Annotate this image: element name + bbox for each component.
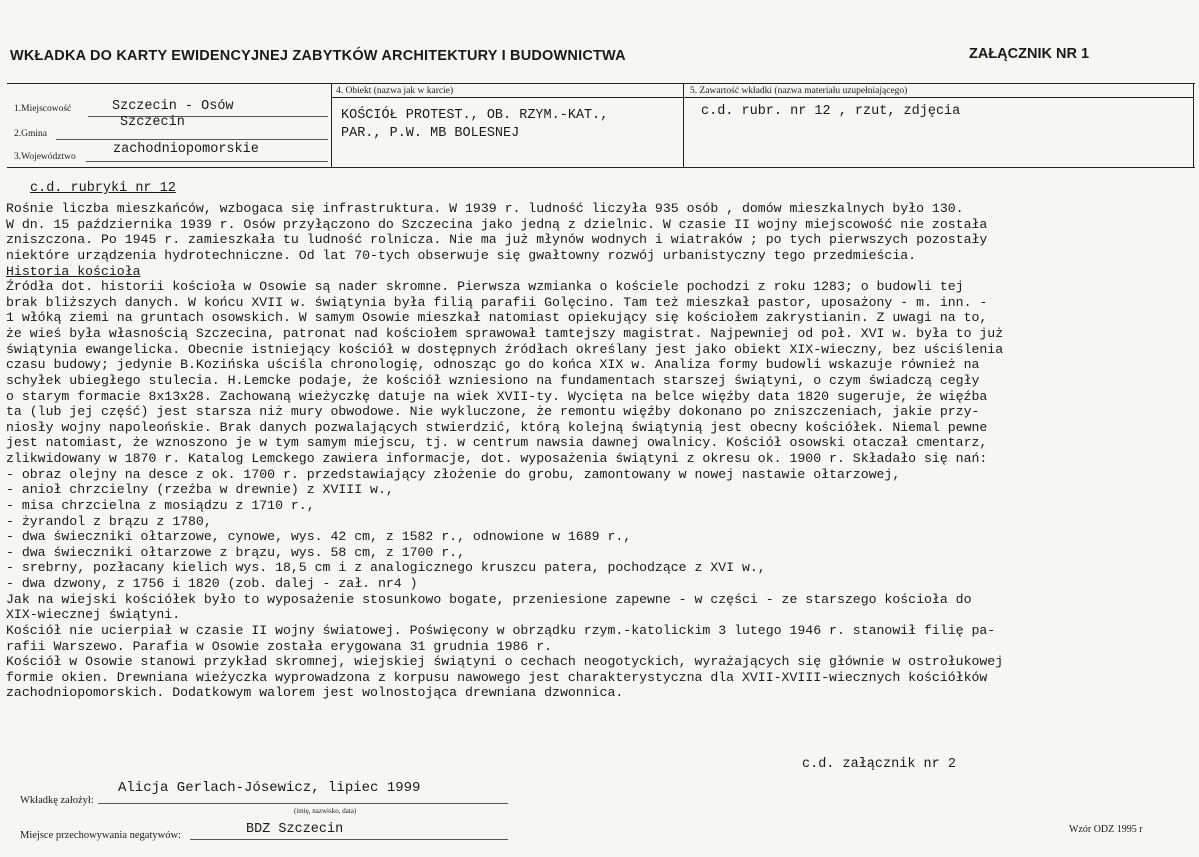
text-line: formie okien. Drewniana wieżyczka wyprowadzona z korpusu nawowego jest charakterystyczna dla XVII-XVIII-wiecznych kościółków bbox=[6, 669, 988, 685]
text-line: zachodniopomorskich. Dodatkowym walorem jest wolnostojąca drewniana dzwonnica. bbox=[6, 685, 624, 701]
annex-number: ZAŁĄCZNIK NR 1 bbox=[969, 46, 1090, 62]
zawartosc-label-rule bbox=[683, 97, 1194, 98]
zawartosc-value: c.d. rubr. nr 12 , rzut, zdjęcia bbox=[701, 104, 961, 119]
text-line: brak bliższych danych. W końcu XVII w. świątynia była filią parafii Golęcino. Tam też mieszkał pastor, uposażony - m. inn. - bbox=[6, 294, 988, 310]
author-hint: (imię, nazwisko, data) bbox=[294, 807, 357, 815]
text-line: Kościół nie ucierpiał w czasie II wojny światowej. Poświęcony w obrządku rzym.-katolickim 3 lutego 1946 r. stanowił filię pa- bbox=[6, 622, 996, 638]
obiekt-value-line2: PAR., P.W. MB BOLESNEJ bbox=[341, 126, 520, 141]
list-item: - dwa dzwony, z 1756 i 1820 (zob. dalej - zał. nr4 ) bbox=[6, 576, 418, 591]
history-heading-text: Historia kościoła bbox=[6, 263, 141, 279]
text-line: Kościół w Osowie stanowi przykład skromnej, wiejskiej świątyni o cechach neogotyckich, wyrażających się głównie w ostrołukowej bbox=[6, 654, 1004, 670]
text-line: niektóre urządzenia hydrotechniczne. Od lat 70-tych obserwuje się gwałtowny rozwój urbanistyczny tego przedmieścia. bbox=[6, 247, 917, 263]
storage-rule bbox=[190, 839, 508, 840]
table-top-border bbox=[7, 83, 1195, 84]
form-code: Wzór ODZ 1995 r bbox=[1069, 824, 1143, 835]
text-line: Źródła dot. historii kościoła w Osowie są nader skromne. Pierwsza wzmianka o kościele pochodzi z roku 1283; o budowli tej bbox=[6, 279, 964, 295]
list-item: - anioł chrzcielny (rzeźba w drewnie) z XVIII w., bbox=[6, 482, 394, 498]
gmina-rule bbox=[56, 139, 328, 140]
text-line: XIX-wiecznej świątyni. bbox=[6, 607, 181, 623]
text-line: W dn. 15 października 1939 r. Osów przyłączono do Szczecina jako jedną z dzielnic. W czasie II wojny miejscowość nie została bbox=[6, 216, 988, 232]
table-right-border bbox=[1193, 83, 1194, 167]
wojewodztwo-rule bbox=[86, 161, 328, 162]
section-heading-text: c.d. rubryki nr 12 bbox=[30, 181, 176, 196]
body-text bbox=[6, 201, 1192, 701]
text-line: rafii Warszewo. Parafia w Osowie została erygowana 31 grudnia 1986 r. bbox=[6, 638, 553, 654]
list-item: - dwa świeczniki ołtarzowe z brązu, wys. 58 cm, z 1700 r., bbox=[6, 544, 465, 560]
column-divider-2 bbox=[683, 83, 684, 167]
zawartosc-label: 5. Zawartość wkładki (nazwa materiału uzupełniającego) bbox=[690, 86, 908, 96]
miejscowosc-value: Szczecin - Osów bbox=[112, 99, 234, 114]
gmina-value: Szczecin bbox=[120, 115, 185, 130]
list-item: - srebrny, pozłacany kielich wys. 18,5 cm i z analogicznego kruszcu patera, pochodzące z XVI w., bbox=[6, 560, 766, 576]
text-line: Jak na wiejski kościółek było to wyposażenie stosunkowo bogate, przeniesione zapewne - w części - ze starszego kościoła do bbox=[6, 591, 972, 607]
author-label: Wkładkę założył: bbox=[20, 795, 94, 806]
table-bottom-border bbox=[7, 167, 1195, 168]
wojewodztwo-value: zachodniopomorskie bbox=[113, 142, 259, 157]
text-line: zlikwidowany w 1870 r. Katalog Lemckego zawiera informacje, dot. wyposażenia świątyni z okresu ok. 1900 r. Składało się nań: bbox=[6, 451, 988, 466]
form-title: WKŁADKA DO KARTY EWIDENCYJNEJ ZABYTKÓW ARCHITEKTURY I BUDOWNICTWA bbox=[10, 48, 626, 64]
list-item: - misa chrzcielna z mosiądzu z 1710 r., bbox=[6, 497, 315, 513]
text-line: 1 włóką ziemi na gruntach osowskich. W samym Osowie mieszkał natomiast opiekujący się kościołem zakrystianin. Z uwagi na to, bbox=[6, 310, 988, 326]
text-line: jest natomiast, że wznoszono je w tym samym miejscu, tj. w centrum nawsia dawnej owalnicy. Kościół osowski otaczał cmentarz, bbox=[6, 435, 988, 451]
list-item: - obraz olejny na desce z ok. 1700 r. przedstawiający złożenie do grobu, zamontowany w nowej nastawie ołtarzowej, bbox=[6, 466, 901, 482]
column-divider-1 bbox=[331, 83, 332, 167]
list-item: - dwa świeczniki ołtarzowe, cynowe, wys. 42 cm, z 1582 r., odnowione w 1689 r., bbox=[6, 529, 632, 545]
author-rule bbox=[98, 803, 508, 804]
text-line: zniszczona. Po 1945 r. zamieszkała tu ludność rolnicza. Nie ma już młynów wodnych i wiatraków ; po tych pierwszych pozostały bbox=[6, 232, 988, 248]
obiekt-value-line1: KOŚCIÓŁ PROTEST., OB. RZYM.-KAT., bbox=[341, 108, 609, 123]
storage-value: BDZ Szczecin bbox=[246, 822, 344, 837]
continuation-note: c.d. załącznik nr 2 bbox=[802, 757, 956, 772]
history-heading bbox=[6, 264, 1192, 280]
author-value: Alicja Gerlach-Jósewicz, lipiec 1999 bbox=[118, 780, 421, 796]
text-line: niosły wojny napoleońskie. Brak danych pozwalających stwierdzić, którą kolejną świątynią jest obecny kościółek. Niemal pewne bbox=[6, 419, 988, 435]
text-line: o starym formacie 8x13x28. Zachowaną wieżyczkę datuje na wiek XVII-ty. Wycięta na belce więźby data 1820 sugeruje, że więźba bbox=[6, 388, 988, 404]
storage-label: Miejsce przechowywania negatywów: bbox=[20, 830, 181, 841]
obiekt-label: 4. Obiekt (nazwa jak w karcie) bbox=[336, 86, 454, 96]
text-line: ta (lub jej część) jest starsza niż mury obwodowe. Nie wykluczone, że remontu więźby dokonano po zniszczeniach, jakie przy- bbox=[6, 404, 980, 420]
obiekt-label-rule bbox=[331, 97, 683, 98]
wojewodztwo-label: 3.Województwo bbox=[14, 152, 76, 162]
text-line: Rośnie liczba mieszkańców, wzbogaca się infrastruktura. W 1939 r. ludność liczyła 935 osób , domów mieszkalnych było 130. bbox=[6, 201, 964, 216]
list-item: - żyrandol z brązu z 1780, bbox=[6, 513, 212, 529]
text-line: czasu budowy; jedynie B.Kozińska uściśla chronologię, odnosząc go do końca XIX w. Analiza formy budowli wskazuje również na bbox=[6, 357, 980, 373]
text-line: świątynia ewangelicka. Obecnie istniejący kościół w dostępnych źródłach określany jest jako obiekt XIX-wieczny, bez uściślenia bbox=[6, 341, 1004, 357]
text-line: schyłek ubiegłego stulecia. H.Lemcke podaje, że kościół wzniesiono na fundamentach starszej świątyni, o czym świadczą cegły bbox=[6, 372, 980, 388]
text-line: że wieś była własnością Szczecina, patronat nad kościołem sprawował tamtejszy magistrat. Najpewniej od poł. XVI w. była to już bbox=[6, 326, 1004, 341]
section-heading bbox=[30, 181, 176, 196]
miejscowosc-label: 1.Miejscowość bbox=[14, 104, 72, 114]
gmina-label: 2.Gmina bbox=[14, 129, 47, 139]
